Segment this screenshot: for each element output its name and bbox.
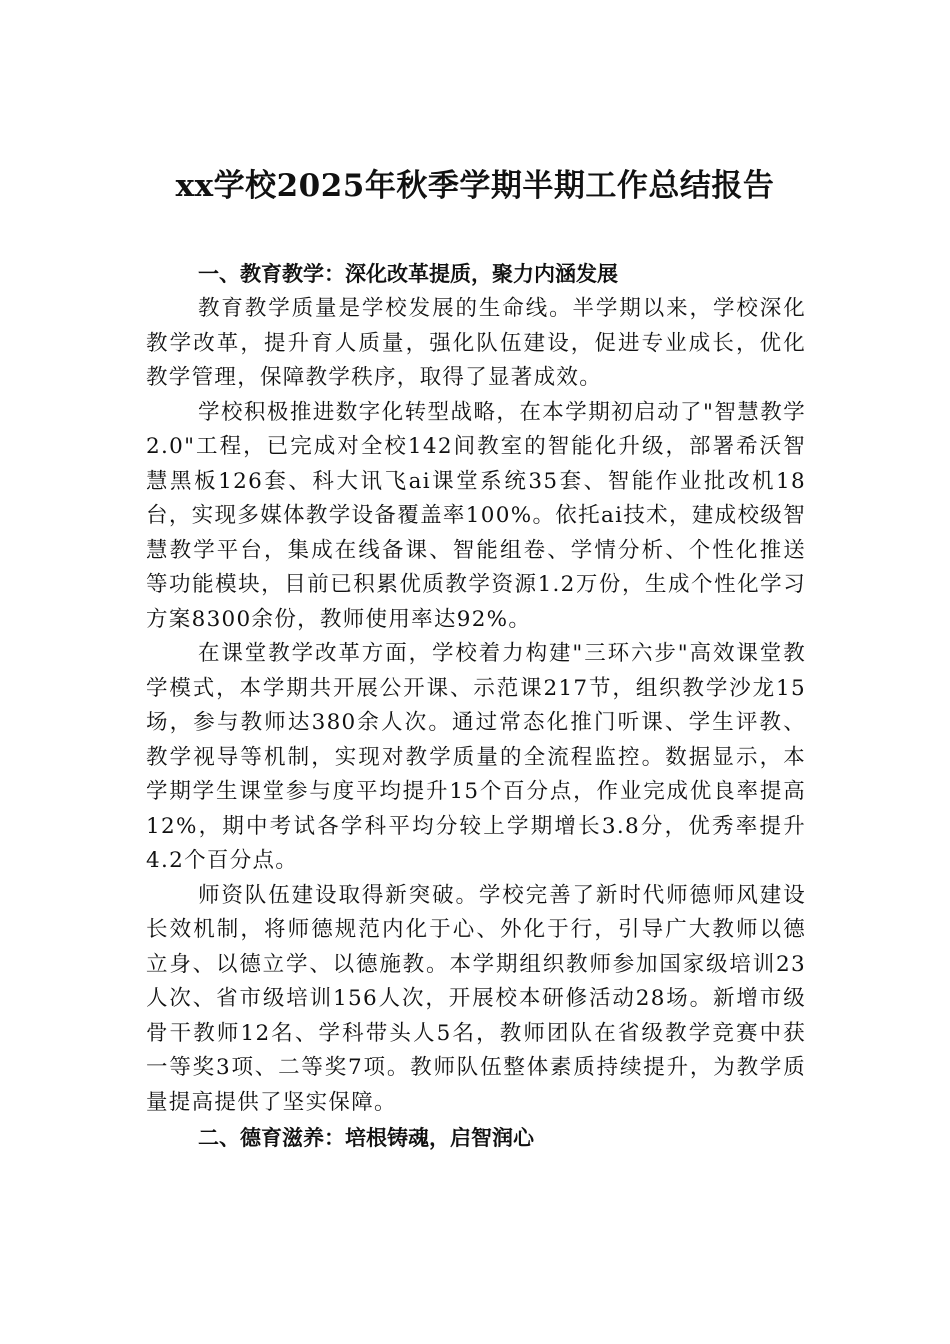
document-title: xx学校2025年秋季学期半期工作总结报告: [175, 168, 775, 204]
paragraph-teacher-team: 师资队伍建设取得新突破。学校完善了新时代师德师风建设长效机制，将师德规范内化于心、外化于行，引导广大教师以德立身、以德立学、以德施教。本学期组织教师参加国家级培训23人次、省市级培训156人次，开展校本研修活动28场。新增市级骨干教师12名、学科带头人5名，教师团队在省级教学竞赛中获一等奖3项、二等奖7项。教师队伍整体素质持续提升，为教学质量提高提供了坚实保障。: [146, 882, 806, 1115]
paragraph-digital-transformation: 学校积极推进数字化转型战略，在本学期初启动了"智慧教学2.0"工程，已完成对全校142间教室的智能化升级，部署希沃智慧黑板126套、科大讯飞ai课堂系统35套、智能作业批改机18台，实现多媒体教学设备覆盖率100%。依托ai技术，建成校级智慧教学平台，集成在线备课、智能组卷、学情分析、个性化推送等功能模块，目前已积累优质教学资源1.2万份，生成个性化学习方案8300余份，教师使用率达92%。: [146, 399, 806, 632]
section-heading-education: 一、教育教学：深化改革提质，聚力内涵发展: [198, 262, 618, 286]
document-body: [146, 256, 806, 1156]
paragraph-classroom-reform: 在课堂教学改革方面，学校着力构建"三环六步"高效课堂教学模式，本学期共开展公开课、示范课217节，组织教学沙龙15场，参与教师达380余人次。通过常态化推门听课、学生评教、教学视导等机制，实现对教学质量的全流程监控。数据显示，本学期学生课堂参与度平均提升15个百分点，作业完成优良率提高12%，期中考试各学科平均分较上学期增长3.8分，优秀率提升4.2个百分点。: [146, 641, 806, 873]
paragraph-intro: 教育教学质量是学校发展的生命线。半学期以来，学校深化教学改革，提升育人质量，强化队伍建设，促进专业成长，优化教学管理，保障教学秩序，取得了显著成效。: [146, 296, 806, 390]
section-heading-moral-education: 二、德育滋养：培根铸魂，启智润心: [198, 1126, 534, 1150]
